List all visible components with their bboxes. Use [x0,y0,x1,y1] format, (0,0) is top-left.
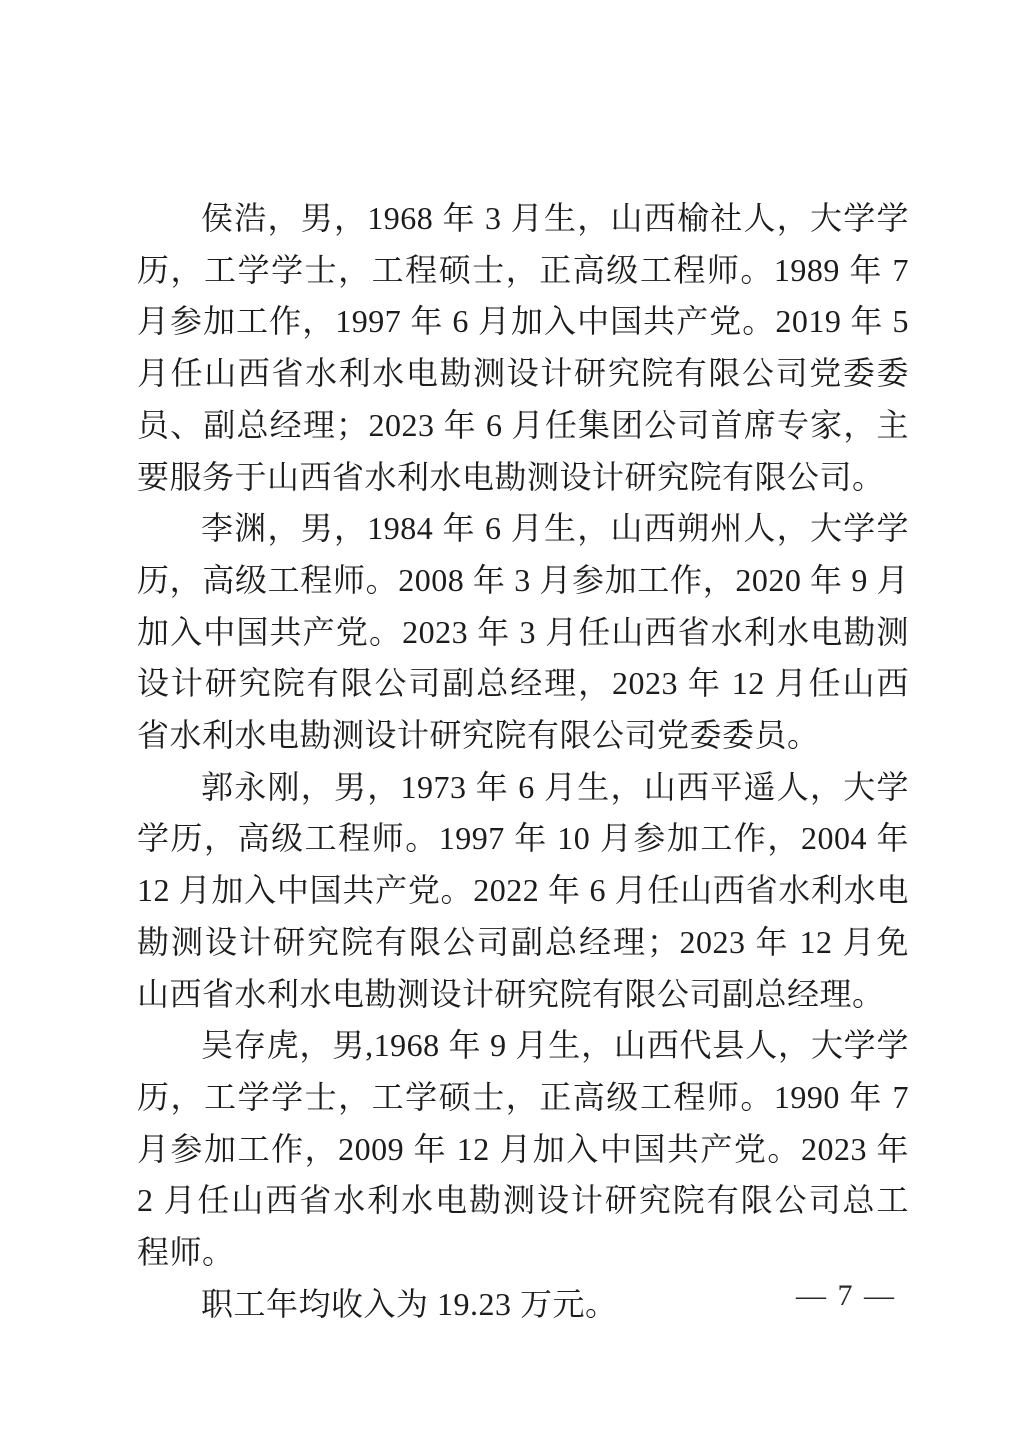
document-body [137,193,909,1330]
page-number: — 7 — [796,1279,896,1312]
income-summary-paragraph: 职工年均收入为 19.23 万元。 [201,1285,618,1322]
bio-paragraph-li-yuan: 李渊，男，1984 年 6 月生，山西朔州人，大学学历，高级工程师。2008 年 3 月参加工作，2020 年 9 月加入中国共产党。2023 年 3 月任山西省水利水电勘测设计研究院有限公司副总经理，2023 年 12 月任山西省水利水电勘测设计研究院有限公司党委委员。 [137,510,909,754]
bio-paragraph-wu-cunhu: 吴存虎，男,1968 年 9 月生，山西代县人，大学学历，工学学士，工学硕士，正高级工程师。1990 年 7 月参加工作，2009 年 12 月加入中国共产党。2023 年 2 月任山西省水利水电勘测设计研究院有限公司总工程师。 [137,1027,909,1271]
bio-paragraph-hou-hao: 侯浩，男，1968 年 3 月生，山西榆社人，大学学历，工学学士，工程硕士，正高级工程师。1989 年 7 月参加工作，1997 年 6 月加入中国共产党。2019 年 5 月任山西省水利水电勘测设计研究院有限公司党委委员、副总经理；2023 年 6 月任集团公司首席专家，主要服务于山西省水利水电勘测设计研究院有限公司。 [137,200,909,495]
bio-paragraph-guo-yonggang: 郭永刚，男，1973 年 6 月生，山西平遥人，大学学历，高级工程师。1997 年 10 月参加工作，2004 年 12 月加入中国共产党。2022 年 6 月任山西省水利水电勘测设计研究院有限公司副总经理；2023 年 12 月免山西省水利水电勘测设计研究院有限公司副总经理。 [137,768,909,1012]
